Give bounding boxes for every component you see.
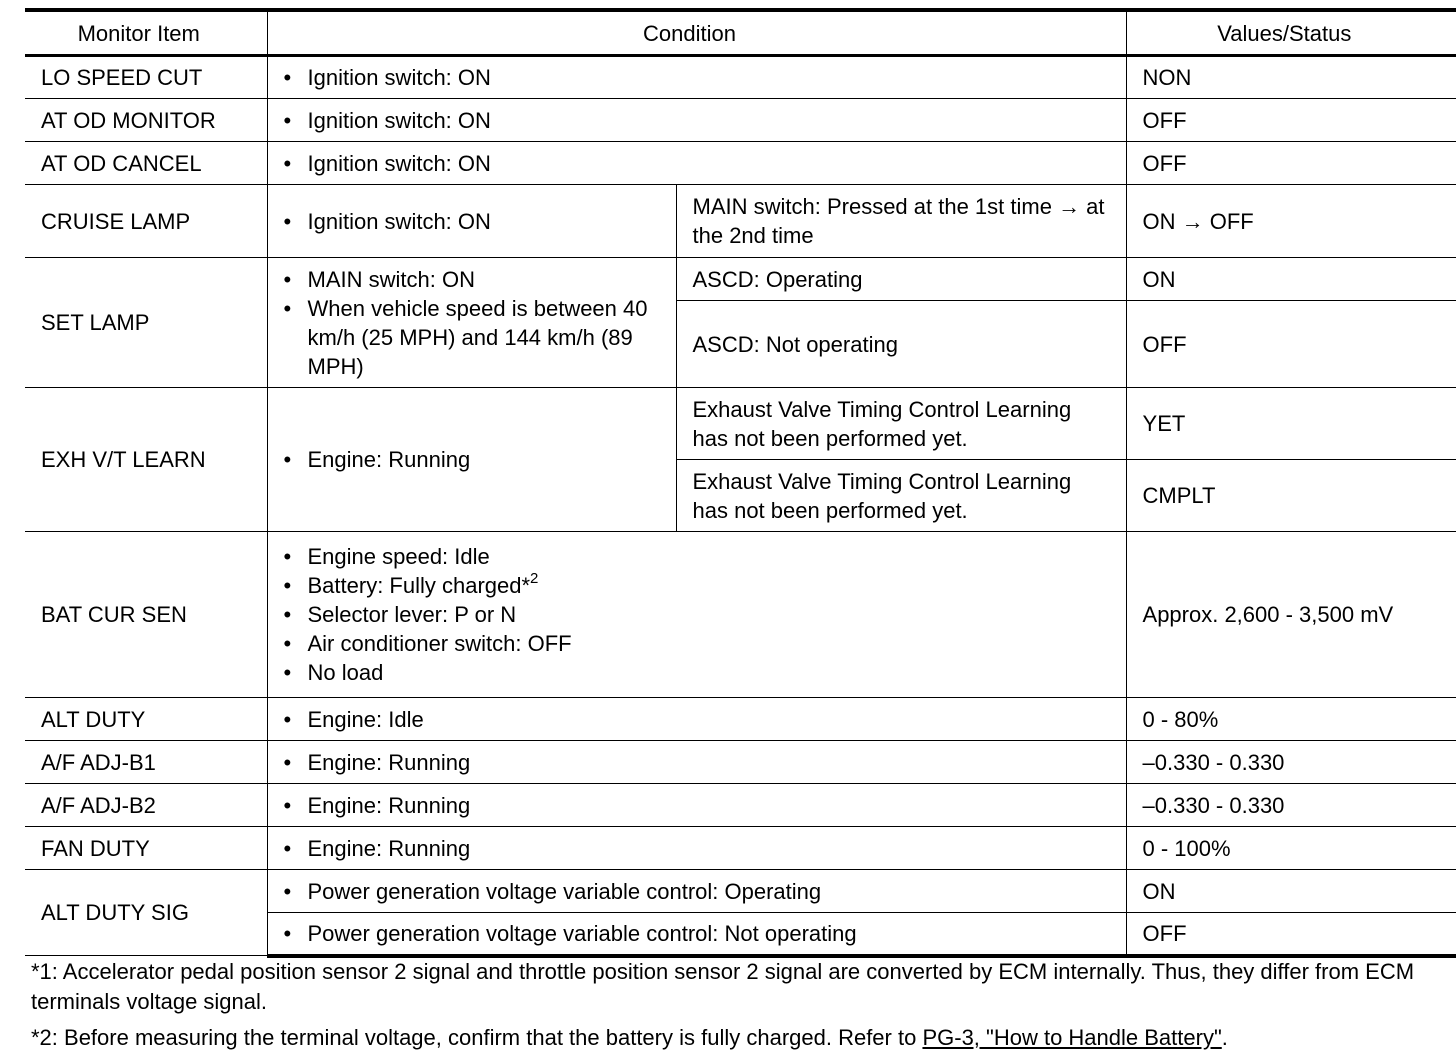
table-row — [25, 827, 1456, 870]
monitor-item-cell: AT OD MONITOR — [25, 99, 267, 142]
footnote-ref: 2 — [530, 570, 539, 587]
condition-cell — [267, 258, 676, 388]
condition-bullet: • Engine: Running — [284, 834, 1112, 863]
condition-bullet — [284, 571, 1112, 600]
condition-bullet: • Power generation voltage variable control: Not operating — [284, 919, 1112, 948]
monitor-item-cell: FAN DUTY — [25, 827, 267, 870]
table-row — [25, 185, 1456, 258]
table-row — [25, 784, 1456, 827]
monitor-item-cell: A/F ADJ-B2 — [25, 784, 267, 827]
condition-bullet: • Engine: Running — [284, 748, 1112, 777]
condition-cell — [267, 142, 1126, 185]
sub-condition-cell: ASCD: Operating — [676, 258, 1126, 301]
condition-bullet: • When vehicle speed is between 40 km/h (25 MPH) and 144 km/h (89 MPH) — [284, 294, 662, 381]
condition-cell — [267, 99, 1126, 142]
condition-cell — [267, 827, 1126, 870]
condition-cell — [267, 185, 676, 258]
sub-condition-cell: ASCD: Not operating — [676, 301, 1126, 388]
value-cell: NON — [1126, 56, 1456, 99]
value-cell: 0 - 80% — [1126, 698, 1456, 741]
value-cell: YET — [1126, 388, 1456, 460]
value-cell: –0.330 - 0.330 — [1126, 784, 1456, 827]
condition-bullet: • Ignition switch: ON — [284, 63, 1112, 92]
footnote-2-end: . — [1221, 1025, 1228, 1050]
header-monitor-item: Monitor Item — [25, 10, 267, 56]
header-values-status: Values/Status — [1126, 10, 1456, 56]
value-cell: 0 - 100% — [1126, 827, 1456, 870]
monitor-item-cell: ALT DUTY SIG — [25, 870, 267, 956]
condition-cell — [267, 913, 1126, 956]
footnote-2 — [31, 1023, 1441, 1053]
table-row — [25, 258, 1456, 301]
table-row — [25, 698, 1456, 741]
table-row — [25, 870, 1456, 913]
value-cell: OFF — [1126, 99, 1456, 142]
value-cell: ON — [1126, 870, 1456, 913]
table-row — [25, 741, 1456, 784]
condition-bullet: • Ignition switch: ON — [284, 207, 662, 236]
condition-cell — [267, 870, 1126, 913]
condition-cell — [267, 56, 1126, 99]
monitor-item-cell: A/F ADJ-B1 — [25, 741, 267, 784]
condition-bullet: • Power generation voltage variable control: Operating — [284, 877, 1112, 906]
condition-cell — [267, 698, 1126, 741]
monitor-item-cell: SET LAMP — [25, 258, 267, 388]
condition-bullet: • No load — [284, 658, 1112, 687]
table-row — [25, 56, 1456, 99]
value-cell: ON → OFF — [1126, 185, 1456, 258]
header-condition: Condition — [267, 10, 1126, 56]
value-cell: –0.330 - 0.330 — [1126, 741, 1456, 784]
sub-condition-cell: Exhaust Valve Timing Control Learning has not been performed yet. — [676, 460, 1126, 532]
value-cell: OFF — [1126, 301, 1456, 388]
battery-handling-link[interactable]: PG-3, "How to Handle Battery" — [922, 1025, 1222, 1050]
value-cell: CMPLT — [1126, 460, 1456, 532]
table-row — [25, 388, 1456, 460]
condition-cell — [267, 741, 1126, 784]
condition-bullet: • Engine speed: Idle — [284, 542, 1112, 571]
monitor-item-cell: LO SPEED CUT — [25, 56, 267, 99]
footnotes — [31, 957, 1441, 1053]
condition-bullet: • Engine: Running — [284, 791, 1112, 820]
sub-condition-cell: Exhaust Valve Timing Control Learning has not been performed yet. — [676, 388, 1126, 460]
condition-cell — [267, 388, 676, 532]
condition-bullet: • Selector lever: P or N — [284, 600, 1112, 629]
value-cell: Approx. 2,600 - 3,500 mV — [1126, 532, 1456, 698]
table-row — [25, 99, 1456, 142]
condition-bullet: • Engine: Running — [284, 445, 662, 474]
condition-bullet: • Engine: Idle — [284, 705, 1112, 734]
condition-bullet: • Air conditioner switch: OFF — [284, 629, 1112, 658]
value-cell: OFF — [1126, 142, 1456, 185]
monitor-item-cell: EXH V/T LEARN — [25, 388, 267, 532]
table-header-row — [25, 10, 1456, 56]
monitor-item-cell: ALT DUTY — [25, 698, 267, 741]
footnote-2-text: *2: Before measuring the terminal voltage, confirm that the battery is fully charged. Refer to — [31, 1025, 923, 1050]
monitor-table — [25, 8, 1456, 958]
monitor-item-cell: BAT CUR SEN — [25, 532, 267, 698]
footnote-1: *1: Accelerator pedal position sensor 2 signal and throttle position sensor 2 signal are converted by ECM internally. Thus, they differ from ECM terminals voltage signal. — [31, 959, 1415, 1014]
condition-cell — [267, 532, 1126, 698]
condition-bullet: • Ignition switch: ON — [284, 106, 1112, 135]
monitor-table-container — [25, 8, 1456, 958]
table-row — [25, 532, 1456, 698]
monitor-item-cell: CRUISE LAMP — [25, 185, 267, 258]
condition-bullet: • Ignition switch: ON — [284, 149, 1112, 178]
condition-cell — [267, 784, 1126, 827]
condition-bullet: • MAIN switch: ON — [284, 265, 662, 294]
condition-text: Battery: Fully charged* — [307, 573, 531, 598]
sub-condition-cell: MAIN switch: Pressed at the 1st time → at the 2nd time — [676, 185, 1126, 258]
value-cell: OFF — [1126, 913, 1456, 956]
value-cell: ON — [1126, 258, 1456, 301]
table-row — [25, 142, 1456, 185]
monitor-item-cell: AT OD CANCEL — [25, 142, 267, 185]
